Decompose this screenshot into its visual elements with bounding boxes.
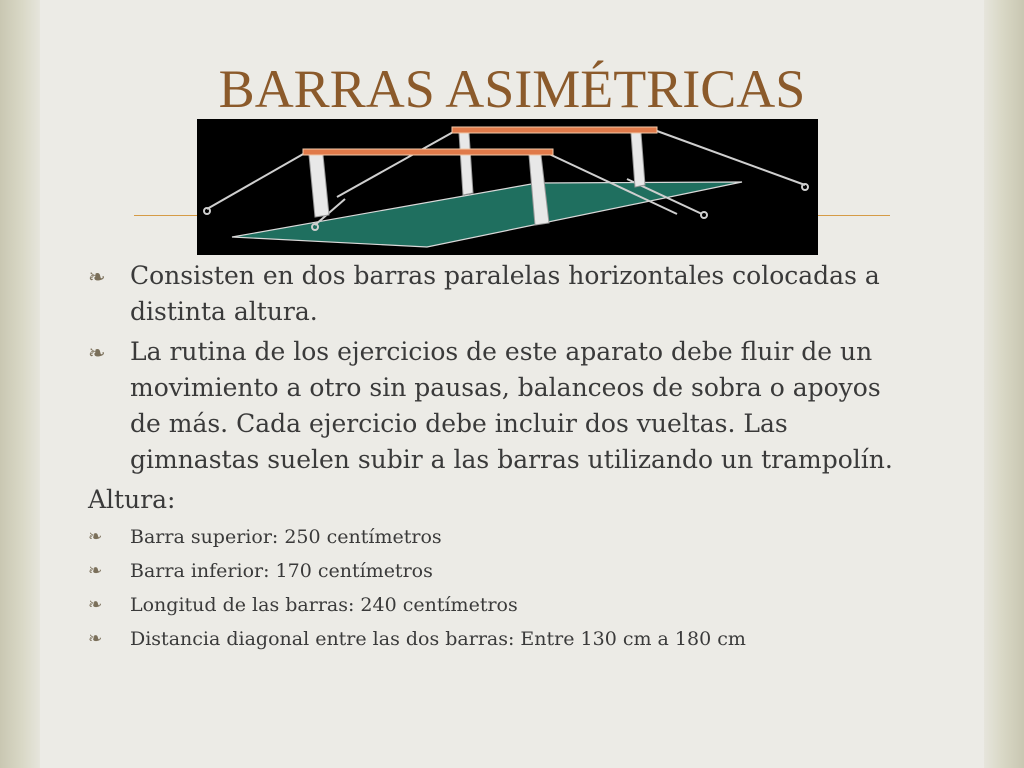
fleuron-bullet-icon: ❧	[88, 629, 103, 649]
bullet-item-2	[88, 334, 918, 478]
bullet-text: Consisten en dos barras paralelas horizontales colocadas a distinta altura.	[130, 261, 880, 326]
slide-content	[88, 258, 918, 659]
title-rule-left	[134, 215, 204, 216]
slide-title: BARRAS ASIMÉTRICAS	[218, 59, 806, 119]
spec-item-1	[88, 523, 918, 551]
spec-text: Longitud de las barras: 240 centímetros	[130, 594, 518, 616]
title-rule-right	[816, 215, 890, 216]
fleuron-bullet-icon: ❧	[88, 265, 106, 289]
spec-text: Barra inferior: 170 centímetros	[130, 560, 433, 582]
spec-text: Barra superior: 250 centímetros	[130, 526, 442, 548]
lower-bar	[303, 149, 553, 155]
height-heading: Altura:	[88, 485, 176, 514]
spec-item-4	[88, 625, 918, 653]
spec-item-2	[88, 557, 918, 585]
spec-text: Distancia diagonal entre las dos barras: Entre 130 cm a 180 cm	[130, 628, 746, 650]
uneven-bars-illustration	[197, 119, 818, 255]
fleuron-bullet-icon: ❧	[88, 527, 103, 547]
fleuron-bullet-icon: ❧	[88, 595, 103, 615]
spec-item-3	[88, 591, 918, 619]
upper-bar	[452, 127, 657, 133]
bullet-item-1	[88, 258, 918, 330]
bullet-text: La rutina de los ejercicios de este aparato debe fluir de un movimiento a otro sin pausas, balanceos de sobra o apoyos de más. Cada ejercicio debe incluir dos vueltas. Las gimnastas suelen subir a las barras utilizando un trampolín.	[130, 337, 893, 474]
fleuron-bullet-icon: ❧	[88, 561, 103, 581]
fleuron-bullet-icon: ❧	[88, 341, 106, 365]
